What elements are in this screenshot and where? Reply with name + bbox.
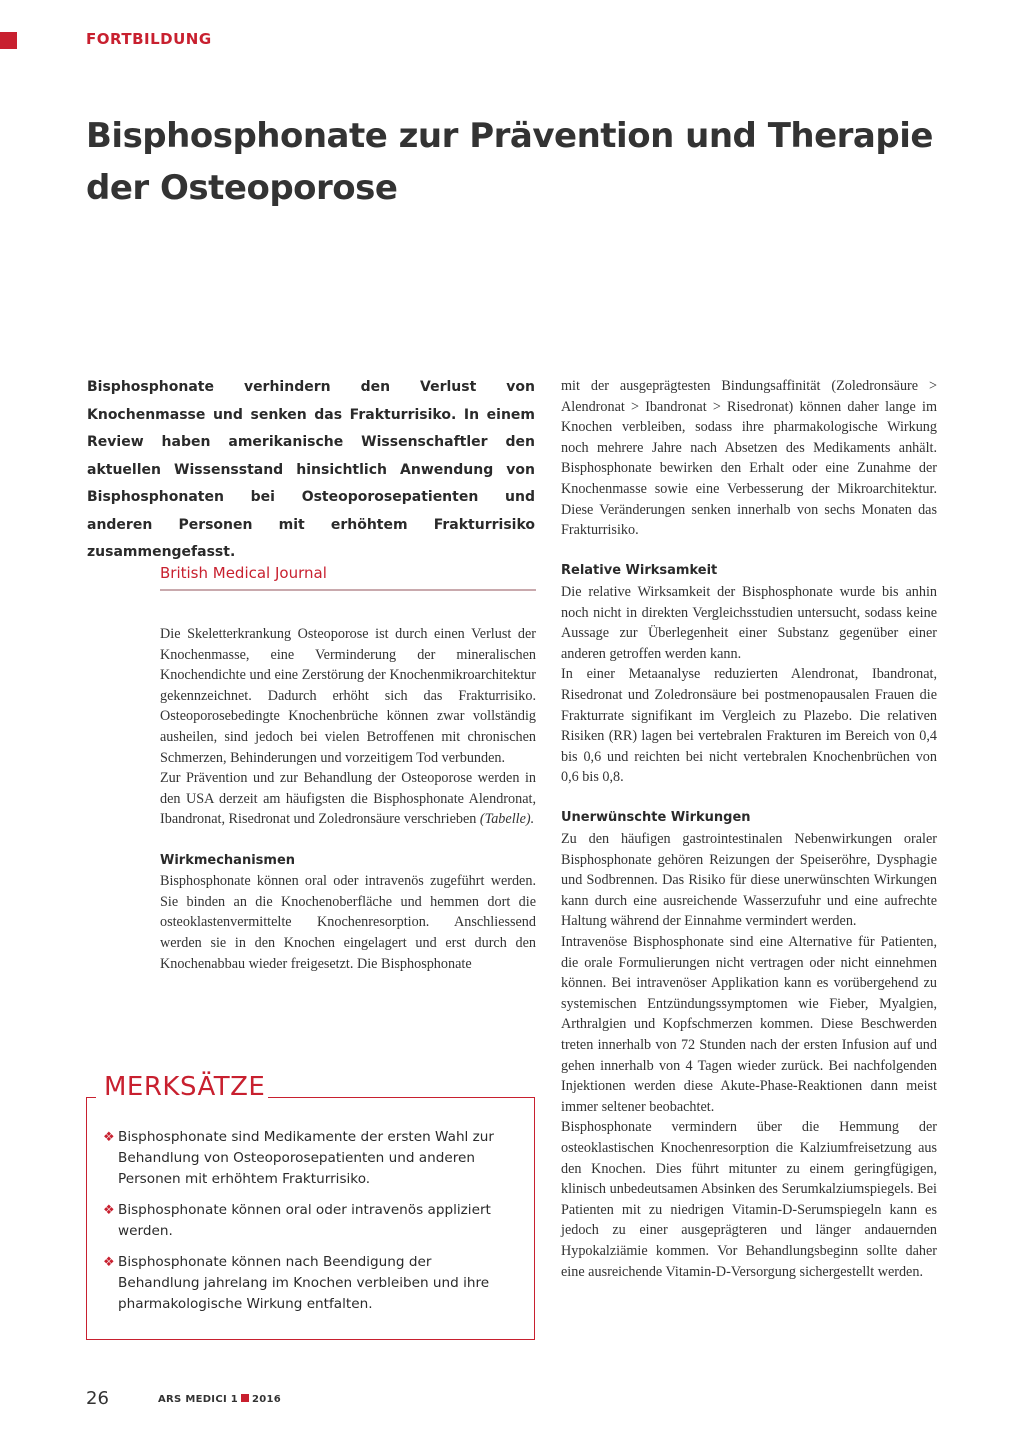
diamond-bullet-icon: ❖ bbox=[103, 1203, 115, 1218]
diamond-bullet-icon: ❖ bbox=[103, 1255, 115, 1270]
table-reference: (Tabelle). bbox=[479, 811, 535, 828]
mechanism-paragraph: Bisphosphonate können oral oder intravenös zugeführt werden. Sie binden an die Knochenoberfläche und hemmen dort die osteoklastenvermittelte Knochenresorption. Anschliessend werden sie in den Knochen eingelagert und erst durch den Knochenabbau wieder freigesetzt. Die Bisphosphonate bbox=[160, 873, 536, 972]
source-label: British Medical Journal bbox=[160, 564, 327, 582]
prescription-text: Zur Prävention und zur Behandlung der Osteoporose werden in den USA derzeit am häufigsten die Bisphosphonate Alendronat, Ibandronat, Risedronat und Zoledronsäure verschrieben bbox=[160, 770, 536, 828]
side-effects-paragraph-3: Bisphosphonate vermindern über die Hemmung der osteoklastischen Knochenresorption die Kalziumfreisetzung aus den Knochen. Dies führt mitunter zu einem geringfügigen, klinisch unbedeutsamen Absinken des Serumkalziumspiegels. Bei Patienten mit zu niedrigen Vitamin-D-Serumspiegeln kann es jedoch zu einer ausgeprägteren und länger andauernden Hypokalziämie kommen. Vor Behandlungsbeginn sollte daher eine ausreichende Vitamin-D-Versorgung sichergestellt werden. bbox=[561, 1119, 937, 1280]
efficacy-paragraph-2: In einer Metaanalyse reduzierten Alendronat, Ibandronat, Risedronat und Zoledronsäure bei postmenopausalen Frauen die Frakturrate signifikant im Vergleich zu Plazebo. Die relativen Risiken (RR) lagen bei vertebralen Frakturen im Bereich von 0,4 bis 0,6 und reichten bei nicht vertebralen Knochenbrüchen von 0,6 bis 0,8. bbox=[561, 666, 937, 786]
prescription-paragraph bbox=[160, 768, 536, 830]
left-column bbox=[160, 624, 536, 974]
article-title bbox=[86, 110, 966, 214]
right-column bbox=[561, 376, 937, 1282]
affinity-paragraph: mit der ausgeprägtesten Bindungsaffinität (Zoledronsäure > Alendronat > Ibandronat > Risedronat) können daher lange im Knochen verbleiben, sodass ihre pharmakologische Wirkung noch mehrere Jahre nach Absetzen des Medikaments anhält. Bisphosphonate bewirken den Erhalt oder eine Zunahme der Knochenmasse sowie eine Verbesserung der Mikroarchitektur. Diese Veränderungen senken innerhalb von sechs Monaten das Frakturrisiko. bbox=[561, 378, 937, 539]
side-effects-paragraph-1: Zu den häufigen gastrointestinalen Nebenwirkungen oraler Bisphosphonate gehören Reizungen der Speiseröhre, Dysphagie und Sodbrennen. Das Risiko für diese unerwünschten Wirkungen kann durch eine ausreichende Wasserzufuhr und eine aufrechte Haltung während der Einnahme vermindert werden. bbox=[561, 831, 937, 930]
source-divider bbox=[160, 590, 536, 591]
article-title-line-2: der Osteoporose bbox=[86, 168, 398, 208]
mechanism-heading: Wirkmechanismen bbox=[160, 852, 296, 868]
section-label: FORTBILDUNG bbox=[86, 30, 212, 48]
efficacy-paragraph-1: Die relative Wirksamkeit der Bisphosphonate wurde bis anhin noch nicht in direkten Vergleichsstudien untersucht, sodass keine Aussage zur Überlegenheit einer Substanz gegenüber einer anderen getroffen werden kann. bbox=[561, 583, 937, 662]
journal-footer bbox=[158, 1394, 281, 1405]
efficacy-heading: Relative Wirksamkeit bbox=[561, 563, 718, 579]
article-title-line-1: Bisphosphonate zur Prävention und Therapie bbox=[86, 116, 933, 156]
merksaetze-item: ❖ Bisphosphonate sind Medikamente der ersten Wahl zur Behandlung von Osteoporosepatienten und anderen Personen mit erhöhtem Frakturrisiko. bbox=[103, 1129, 494, 1187]
merksaetze-title: MERKSÄTZE bbox=[104, 1072, 266, 1102]
merksaetze-item: ❖ Bisphosphonate können nach Beendigung der Behandlung jahrelang im Knochen verbleiben und ihre pharmakologische Wirkung entfalten. bbox=[103, 1254, 490, 1312]
journal-year: 2016 bbox=[252, 1394, 282, 1405]
page-number: 26 bbox=[86, 1388, 109, 1409]
merksaetze-list bbox=[103, 1127, 515, 1325]
footer-square-icon bbox=[241, 1394, 249, 1402]
article-lead: Bisphosphonate verhindern den Verlust von Knochenmasse und senken das Frakturrisiko. In einem Review haben amerikanische Wissenschaftler den aktuellen Wissensstand hinsichtlich Anwendung von Bisphosphonaten bei Osteoporosepatienten und anderen Personen mit erhöhtem Frakturrisiko zusammengefasst. bbox=[87, 379, 535, 560]
merksaetze-box bbox=[86, 1097, 535, 1340]
merksaetze-item: ❖ Bisphosphonate können oral oder intravenös appliziert werden. bbox=[103, 1202, 491, 1239]
side-effects-paragraph-2: Intravenöse Bisphosphonate sind eine Alternative für Patienten, die orale Formulierungen nicht vertragen oder nicht einnehmen können. Bei intravenöser Applikation kann es vorübergehend zu systemischen Entzündungssymptomen wie Fieber, Myalgien, Arthralgien und Kopfschmerzen kommen. Diese Beschwerden treten innerhalb von 72 Stunden nach der ersten Infusion auf und gehen innerhalb von 4 Tagen wieder zurück. Bei nachfolgenden Injektionen werden diese Akute-Phase-Reaktionen dann meist immer seltener beobachtet. bbox=[561, 934, 937, 1115]
journal-name: ARS MEDICI 1 bbox=[158, 1394, 239, 1405]
section-color-marker bbox=[0, 32, 17, 49]
intro-paragraph: Die Skeletterkrankung Osteoporose ist durch einen Verlust der Knochenmasse, eine Verminderung der mineralischen Knochendichte und eine Zerstörung der Knochenmikroarchitektur gekennzeichnet. Dadurch erhöht sich das Frakturrisiko. Osteoporosebedingte Knochenbrüche können zwar vollständig ausheilen, sind jedoch bei vielen Betroffenen mit chronischen Schmerzen, Behinderungen und vorzeitigem Tod verbunden. bbox=[160, 626, 536, 766]
side-effects-heading: Unerwünschte Wirkungen bbox=[561, 810, 751, 826]
diamond-bullet-icon: ❖ bbox=[103, 1130, 115, 1145]
